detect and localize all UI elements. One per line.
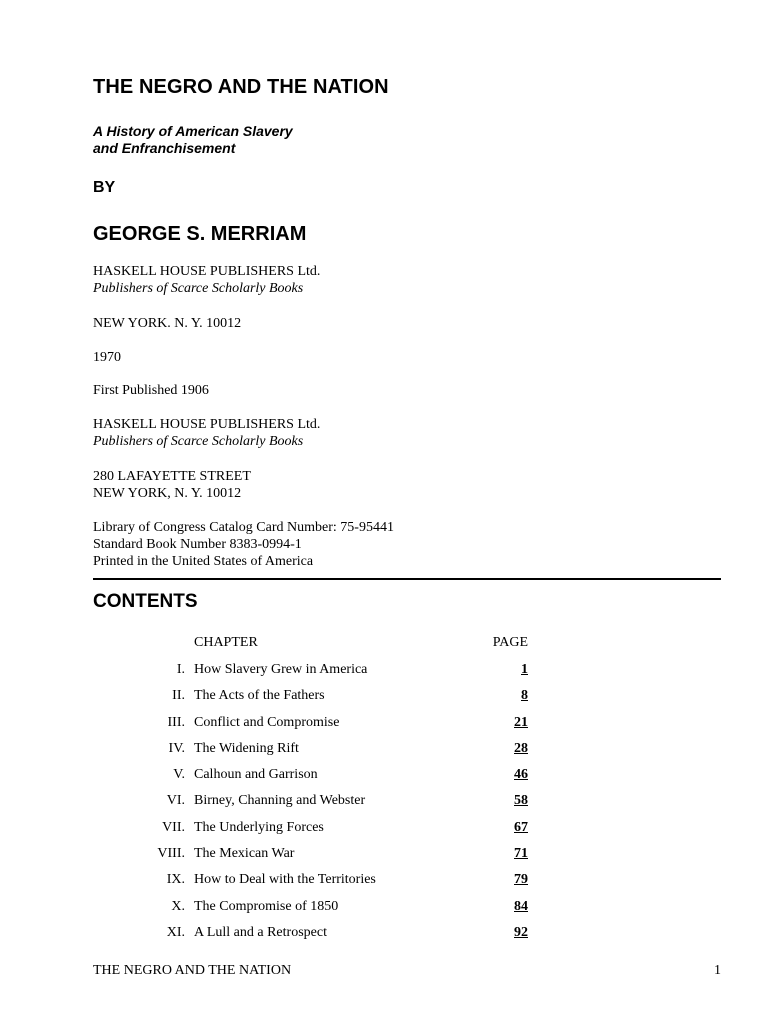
chapter-title: The Underlying Forces xyxy=(194,819,324,835)
toc-row xyxy=(93,845,533,871)
chapter-title: A Lull and a Retrospect xyxy=(194,924,327,940)
chapter-column-header: CHAPTER xyxy=(194,635,258,650)
toc-row xyxy=(93,819,533,845)
book-title: THE NEGRO AND THE NATION xyxy=(93,76,389,98)
toc-row xyxy=(93,792,533,818)
publisher-block-2 xyxy=(93,416,320,450)
catalog-info xyxy=(93,519,394,570)
chapter-title: Conflict and Compromise xyxy=(194,714,340,730)
toc-row xyxy=(93,924,533,950)
table-of-contents xyxy=(93,661,533,950)
author-name: GEORGE S. MERRIAM xyxy=(93,223,307,245)
chapter-number: I. xyxy=(176,662,185,677)
book-subtitle xyxy=(93,123,293,157)
chapter-page-link[interactable]: 58 xyxy=(514,793,528,809)
chapter-title: The Acts of the Fathers xyxy=(194,688,325,704)
chapter-title: How Slavery Grew in America xyxy=(194,662,368,677)
publisher-tagline: Publishers of Scarce Scholarly Books xyxy=(93,434,304,449)
publisher-location: NEW YORK. N. Y. 10012 xyxy=(93,316,242,331)
publisher-address xyxy=(93,468,251,502)
chapter-number: III. xyxy=(167,714,185,730)
chapter-title: The Compromise of 1850 xyxy=(194,898,339,914)
chapter-title: Birney, Channing and Webster xyxy=(194,793,366,809)
running-footer-title: THE NEGRO AND THE NATION xyxy=(93,963,292,978)
chapter-page-link[interactable]: 92 xyxy=(514,924,528,940)
publisher-name: HASKELL HOUSE PUBLISHERS Ltd. xyxy=(93,417,321,432)
section-divider xyxy=(93,578,721,580)
chapter-page-link[interactable]: 21 xyxy=(514,714,528,730)
chapter-title: How to Deal with the Territories xyxy=(194,872,376,888)
toc-row xyxy=(93,687,533,713)
chapter-page-link[interactable]: 79 xyxy=(514,872,528,888)
publisher-name: HASKELL HOUSE PUBLISHERS Ltd. xyxy=(93,264,321,279)
publication-year: 1970 xyxy=(93,350,121,365)
by-label: BY xyxy=(93,179,116,196)
publisher-tagline: Publishers of Scarce Scholarly Books xyxy=(93,281,304,296)
chapter-title: The Widening Rift xyxy=(194,740,299,756)
chapter-page-link[interactable]: 67 xyxy=(514,819,528,835)
chapter-title: The Mexican War xyxy=(194,846,295,862)
chapter-number: X. xyxy=(171,898,185,914)
chapter-page-link[interactable]: 28 xyxy=(514,740,528,756)
chapter-number: V. xyxy=(173,767,185,783)
first-published: First Published 1906 xyxy=(93,383,209,398)
chapter-number: II. xyxy=(172,688,185,704)
publisher-block-1 xyxy=(93,263,320,297)
chapter-page-link[interactable]: 84 xyxy=(514,898,528,914)
chapter-page-link[interactable]: 71 xyxy=(514,846,528,862)
page-number: 1 xyxy=(714,963,721,978)
chapter-title: Calhoun and Garrison xyxy=(194,767,318,783)
toc-row xyxy=(93,766,533,792)
address-street: 280 LAFAYETTE STREET xyxy=(93,469,251,484)
chapter-number: VI. xyxy=(166,793,185,809)
page-column-header: PAGE xyxy=(492,635,528,650)
subtitle-line-1: A History of American Slavery xyxy=(93,123,293,139)
toc-row xyxy=(93,898,533,924)
toc-row xyxy=(93,871,533,897)
chapter-number: IX. xyxy=(166,872,185,888)
toc-row xyxy=(93,714,533,740)
address-city: NEW YORK, N. Y. 10012 xyxy=(93,486,242,501)
catalog-card-number: Library of Congress Catalog Card Number: 75-95441 xyxy=(93,520,394,535)
standard-book-number: Standard Book Number 8383-0994-1 xyxy=(93,537,302,552)
chapter-page-link[interactable]: 46 xyxy=(514,767,528,783)
toc-row xyxy=(93,740,533,766)
chapter-number: IV. xyxy=(168,740,185,756)
chapter-number: VIII. xyxy=(157,846,185,862)
contents-heading: CONTENTS xyxy=(93,591,198,612)
chapter-number: XI. xyxy=(166,924,185,940)
toc-row xyxy=(93,661,533,687)
chapter-number: VII. xyxy=(162,819,185,835)
chapter-page-link[interactable]: 8 xyxy=(521,688,528,704)
chapter-page-link[interactable]: 1 xyxy=(521,662,528,677)
subtitle-line-2: and Enfranchisement xyxy=(93,140,236,156)
printed-in: Printed in the United States of America xyxy=(93,554,314,569)
